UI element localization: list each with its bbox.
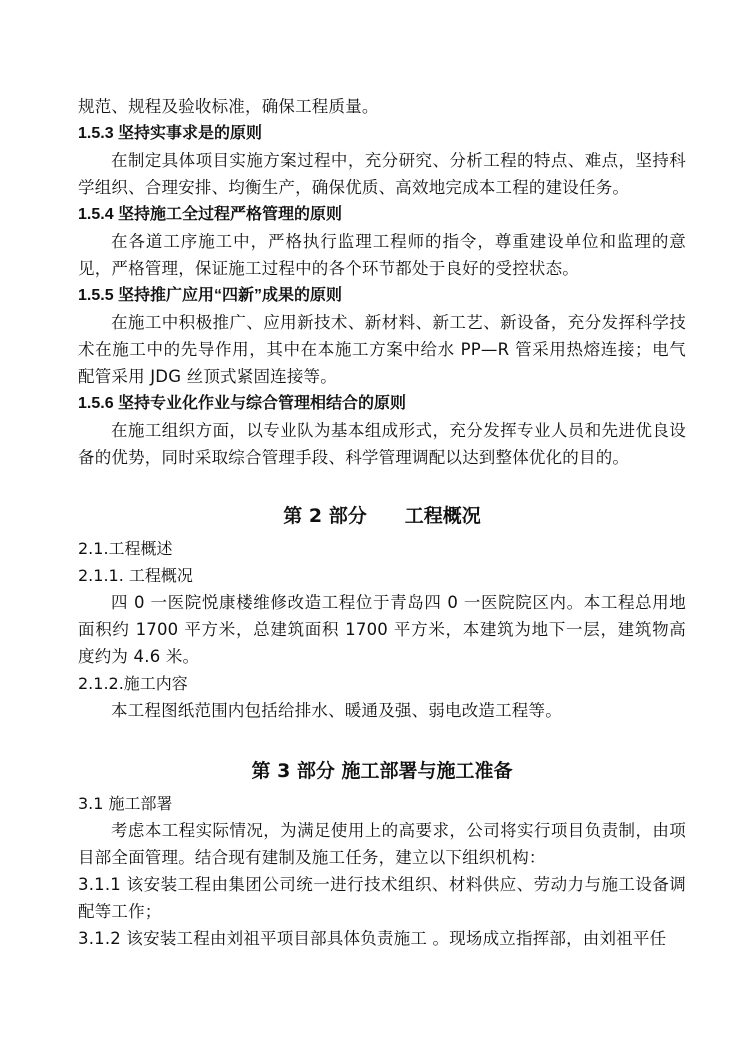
heading-3-1: 3.1 施工部署 <box>78 794 173 813</box>
heading-2-1-2: 2.1.2.施工内容 <box>78 674 188 693</box>
paragraph-3-1: 考虑本工程实际情况，为满足使用上的高要求，公司将实行项目负责制，由项目部全面管理。结合现有建制及施工任务，建立以下组织机构： <box>78 821 686 867</box>
paragraph-2-1-1: 四 0 一医院悦康楼维修改造工程位于青岛四 0 一医院院区内。本工程总用地面积约 1700 平方米，总建筑面积 1700 平方米，本建筑为地下一层，建筑物高度约为 4.6 米。 <box>78 593 686 666</box>
paragraph-3-1-1: 3.1.1 该安装工程由集团公司统一进行技术组织、材料供应、劳动力与施工设备调配等工作； <box>78 875 686 921</box>
paragraph-1-5-6: 在施工组织方面，以专业队为基本组成形式，充分发挥专业人员和先进优良设备的优势，同时采取综合管理手段、科学管理调配以达到整体优化的目的。 <box>78 421 686 467</box>
paragraph-2-1-2: 本工程图纸范围内包括给排水、暖通及强、弱电改造工程等。 <box>111 701 562 720</box>
heading-1-5-5: 1.5.5 坚持推广应用“四新”成果的原则 <box>78 287 343 304</box>
paragraph-intro-tail: 规范、规程及验收标准，确保工程质量。 <box>78 97 379 116</box>
heading-2-1: 2.1.工程概述 <box>78 539 173 558</box>
paragraph-1-5-4: 在各道工序施工中，严格执行监理工程师的指令，尊重建设单位和监理的意见，严格管理，保证施工过程中的各个环节都处于良好的受控状态。 <box>78 232 686 278</box>
heading-1-5-4: 1.5.4 坚持施工全过程严格管理的原则 <box>78 206 343 223</box>
part-3-title: 第 3 部分 施工部署与施工准备 <box>251 760 513 782</box>
heading-1-5-3: 1.5.3 坚持实事求是的原则 <box>78 125 263 142</box>
paragraph-1-5-3: 在制定具体项目实施方案过程中，充分研究、分析工程的特点、难点，坚持科学组织、合理安排、均衡生产，确保优质、高效地完成本工程的建设任务。 <box>78 151 686 197</box>
paragraph-3-1-2: 3.1.2 该安装工程由刘祖平项目部具体负责施工 。现场成立指挥部，由刘祖平任 <box>78 929 667 948</box>
document-page <box>78 93 686 952</box>
heading-1-5-6: 1.5.6 坚持专业化作业与综合管理相结合的原则 <box>78 395 407 412</box>
heading-2-1-1: 2.1.1. 工程概况 <box>78 566 193 585</box>
paragraph-1-5-5: 在施工中积极推广、应用新技术、新材料、新工艺、新设备，充分发挥科学技术在施工中的先导作用，其中在本施工方案中给水 PP—R 管采用热熔连接；电气配管采用 JDG 丝顶式紧固连接等。 <box>78 313 686 386</box>
part-2-title: 第 2 部分 工程概况 <box>283 505 481 527</box>
